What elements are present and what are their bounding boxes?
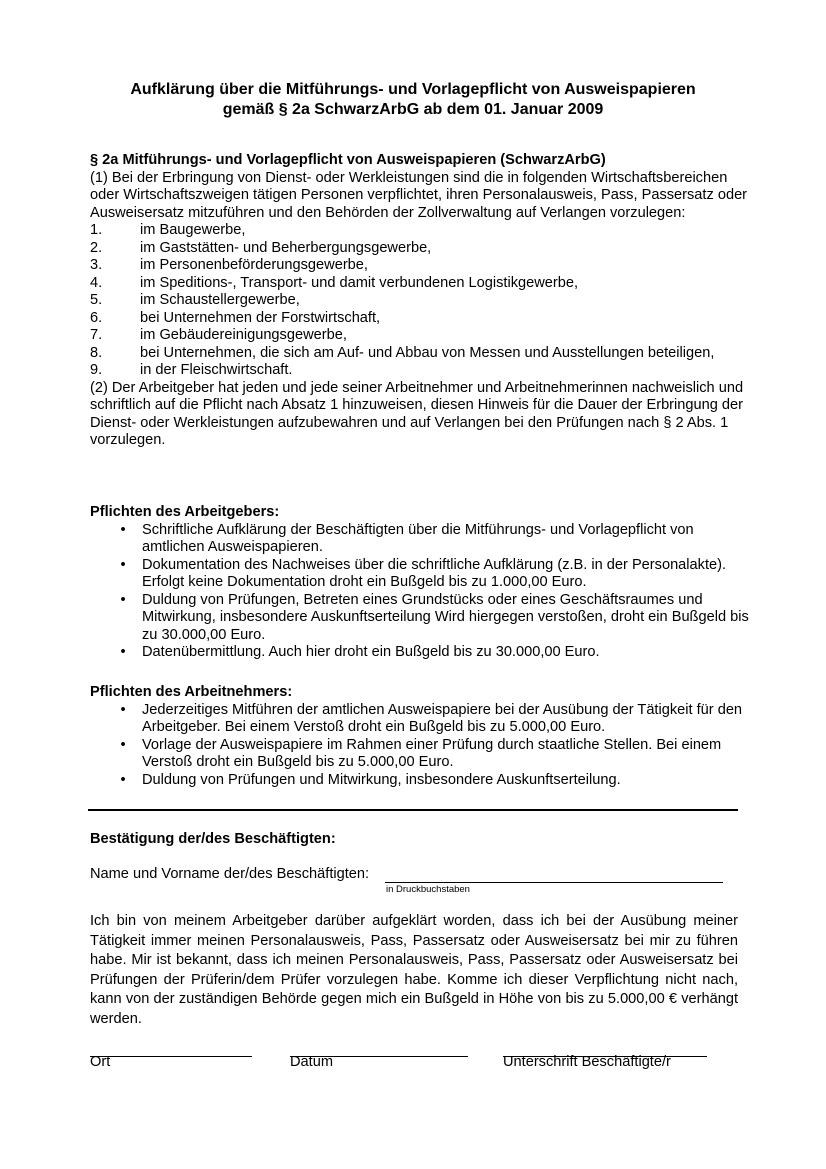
- confirmation-statement: Ich bin von meinem Arbeitgeber darüber aufgeklärt worden, dass ich bei der Ausübung meiner Tätigkeit immer meinen Personalausweis, Pass, Passersatz oder Ausweisersatz bei mir zu führen habe. Mir ist bekannt, dass ich meinen Personalausweis, Pass, Passersatz oder Ausweisersatz bei Prüfungen der Prüferin/dem Prüfer vorzulegen habe. Komme ich dieser Verpflichtung nicht nach, kann von der zuständigen Behörde gegen mich ein Bußgeld in Höhe von bis zu 5.000,00 € verhängt werden.: [90, 913, 738, 1027]
- list-item: [90, 737, 750, 772]
- law-item-text: bei Unternehmen der Forstwirtschaft,: [140, 309, 381, 326]
- list-item-text: Dokumentation des Nachweises über die schriftliche Aufklärung (z.B. in der Personalakte). Erfolgt keine Dokumentation droht ein Bußgeld bis zu 1.000,00 Euro.: [142, 556, 727, 590]
- list-item: [90, 644, 750, 662]
- confirmation-heading: Bestätigung der/des Beschäftigten:: [90, 831, 336, 847]
- bullet-icon: •: [120, 591, 126, 608]
- law-item-number: 2.: [90, 239, 103, 256]
- bullet-icon: •: [120, 556, 126, 573]
- law-item-text: im Schaustellergewerbe,: [140, 292, 300, 308]
- list-item: [90, 772, 750, 790]
- law-item-text: im Speditions-, Transport- und damit verbundenen Logistikgewerbe,: [140, 274, 579, 291]
- list-item: [90, 557, 750, 592]
- law-list-item: [90, 292, 750, 310]
- list-item-text: Jederzeitiges Mitführen der amtlichen Ausweispapiere bei der Ausübung der Tätigkeit für den Arbeitgeber. Bei einem Verstoß droht ein Bußgeld bis zu 5.000,00 Euro.: [142, 701, 743, 735]
- employee-name-field[interactable]: [385, 866, 723, 883]
- law-section: [90, 152, 750, 450]
- list-item-text: Duldung von Prüfungen und Mitwirkung, insbesondere Auskunftserteilung.: [142, 771, 621, 788]
- law-list-item: [90, 310, 750, 328]
- law-item-number: 4.: [90, 274, 103, 291]
- employer-duties-section: [90, 504, 750, 662]
- law-list-item: [90, 362, 750, 380]
- law-list-item: [90, 222, 750, 240]
- section-divider: [88, 809, 738, 811]
- law-item-number: 7.: [90, 327, 103, 343]
- law-item-text: bei Unternehmen, die sich am Auf- und Abbau von Messen und Ausstellungen beteiligen,: [140, 344, 715, 361]
- employer-duties-heading: Pflichten des Arbeitgebers:: [90, 504, 280, 520]
- list-item-text: Duldung von Prüfungen, Betreten eines Grundstücks oder eines Geschäftsraumes und Mitwirkung, insbesondere Auskunftserteilung Wird hiergegen verstoßen, droht ein Bußgeld bis zu 30.000,00 Euro.: [142, 591, 749, 643]
- title-line-1: Aufklärung über die Mitführungs- und Vorlagepflicht von Ausweispapieren: [130, 81, 696, 98]
- law-item-text: im Gebäudereinigungsgewerbe,: [140, 327, 347, 343]
- bullet-icon: •: [120, 771, 126, 788]
- law-list-item: [90, 257, 750, 275]
- employee-name-label: Name und Vorname der/des Beschäftigten:: [90, 866, 370, 882]
- law-item-number: 6.: [90, 309, 103, 326]
- law-item-number: 1.: [90, 222, 103, 238]
- place-signature-line[interactable]: [90, 1040, 252, 1057]
- law-list-item: [90, 327, 750, 345]
- bullet-icon: •: [120, 521, 126, 538]
- list-item-text: Datenübermittlung. Auch hier droht ein Bußgeld bis zu 30.000,00 Euro.: [142, 644, 600, 660]
- law-heading: § 2a Mitführungs- und Vorlagepflicht von Ausweispapieren (SchwarzArbG): [90, 152, 606, 168]
- law-item-text: im Personenbeförderungsgewerbe,: [140, 257, 368, 273]
- law-list-item: [90, 240, 750, 258]
- employee-duties-list: [90, 702, 750, 790]
- list-item: [90, 592, 750, 645]
- block-letters-note: in Druckbuchstaben: [386, 884, 470, 895]
- law-paragraph-2: (2) Der Arbeitgeber hat jeden und jede seiner Arbeitnehmer und Arbeitnehmerinnen nachweislich und schriftlich auf die Pflicht nach Absatz 1 hinzuweisen, diesen Hinweis für die Dauer der Erbringung der Dienst- oder Werkleistungen aufzubewahren und auf Verlangen bei den Prüfungen nach § 2 Abs. 1 vorzulegen.: [90, 379, 744, 448]
- employee-duties-heading: Pflichten des Arbeitnehmers:: [90, 684, 293, 700]
- list-item-text: Vorlage der Ausweispapiere im Rahmen einer Prüfung durch staatliche Stellen. Bei einem Verstoß droht ein Bußgeld bis zu 5.000,00 Euro.: [142, 736, 722, 770]
- document-title: [60, 80, 766, 120]
- bullet-icon: •: [120, 736, 126, 753]
- law-item-number: 3.: [90, 257, 103, 273]
- law-list-item: [90, 275, 750, 293]
- bullet-icon: •: [120, 644, 126, 660]
- employee-name-row: [90, 866, 730, 895]
- law-item-number: 5.: [90, 292, 103, 308]
- bullet-icon: •: [120, 701, 126, 718]
- list-item-text: Schriftliche Aufklärung der Beschäftigten über die Mitführungs- und Vorlagepflicht von amtlichen Ausweispapieren.: [142, 521, 694, 555]
- law-paragraph-1: (1) Bei der Erbringung von Dienst- oder Werkleistungen sind die in folgenden Wirtschaftsbereichen oder Wirtschaftszweigen tätigen Personen verpflichtet, ihren Personalausweis, Pass, Passersatz oder Ausweisersatz mitzuführen und den Behörden der Zollverwaltung auf Verlangen vorzulegen:: [90, 169, 748, 221]
- title-line-2: gemäß § 2a SchwarzArbG ab dem 01. Januar 2009: [222, 101, 604, 118]
- law-item-text: im Gaststätten- und Beherbergungsgewerbe,: [140, 239, 432, 256]
- law-item-text: in der Fleischwirtschaft.: [140, 362, 293, 378]
- employee-duties-section: [90, 684, 750, 789]
- law-item-list: [90, 222, 750, 380]
- place-label: Ort: [90, 1054, 111, 1070]
- employer-duties-list: [90, 522, 750, 662]
- law-item-number: 9.: [90, 362, 103, 378]
- law-item-text: im Baugewerbe,: [140, 222, 246, 238]
- law-item-number: 8.: [90, 344, 103, 361]
- law-list-item: [90, 345, 750, 363]
- signature-label: Unterschrift Beschäftigte/r: [503, 1054, 671, 1070]
- list-item: [90, 702, 750, 737]
- date-label: Datum: [290, 1054, 333, 1070]
- list-item: [90, 522, 750, 557]
